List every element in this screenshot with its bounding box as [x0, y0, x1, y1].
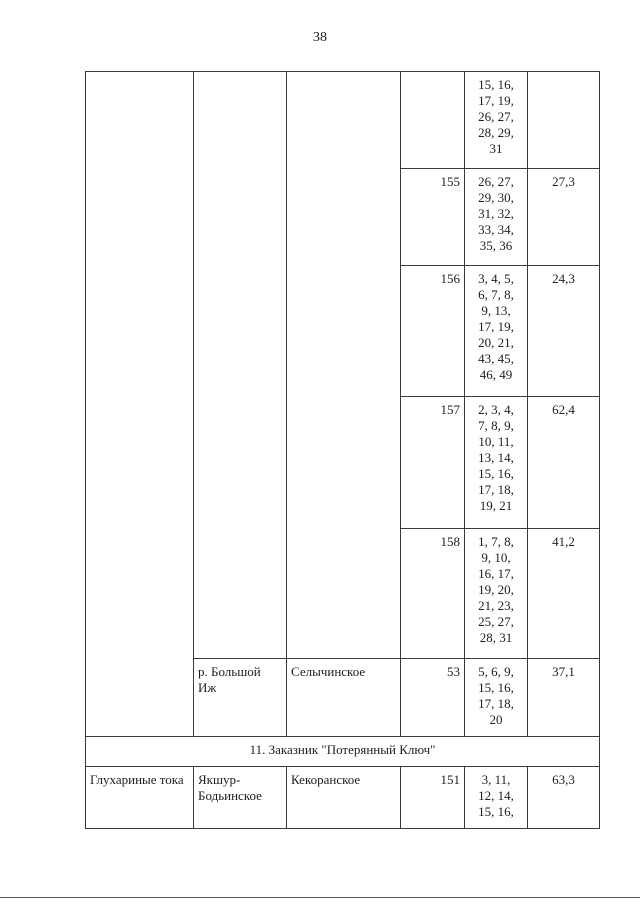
parts-line: 15, 16, [478, 77, 514, 92]
parts-line: 15, 16, [478, 680, 514, 695]
area-cell: 63,3 [528, 767, 600, 829]
parts-cell [465, 529, 528, 659]
parts-line: 28, 31 [479, 630, 513, 645]
parts-line: 21, 23, [478, 598, 514, 613]
parts-cell [465, 266, 528, 397]
parts-line: 13, 14, [478, 450, 514, 465]
page-bottom-rule [0, 897, 640, 898]
site-cell: Якшур-Бодьинское [194, 767, 287, 829]
object-cell: Глухариные тока [86, 767, 194, 829]
parts-cell [465, 397, 528, 529]
area-cell: 24,3 [528, 266, 600, 397]
parts-line: 12, 14, [478, 788, 514, 803]
page-number: 38 [313, 30, 327, 45]
parts-cell [465, 72, 528, 169]
parts-line: 46, 49 [479, 367, 513, 382]
quarter-number-cell: 155 [401, 169, 465, 266]
forestry-cell: Селычинское [287, 659, 401, 737]
parts-line: 3, 4, 5, [478, 271, 514, 286]
object-cell-empty [86, 72, 194, 737]
parts-line: 3, 11, [481, 772, 511, 787]
parts-line: 17, 18, [478, 696, 514, 711]
parts-line: 17, 18, [478, 482, 514, 497]
parts-line: 1, 7, 8, [478, 534, 514, 549]
parts-line: 33, 34, [478, 222, 514, 237]
parts-cell [465, 169, 528, 266]
parts-line: 19, 20, [478, 582, 514, 597]
forestry-cell: Кекоранское [287, 767, 401, 829]
table-row [86, 767, 600, 829]
parts-line: 15, 16, [478, 804, 514, 819]
quarter-number-cell [401, 72, 465, 169]
quarter-number-cell: 53 [401, 659, 465, 737]
parts-cell [465, 659, 528, 737]
quarter-number-cell: 151 [401, 767, 465, 829]
parts-line: 5, 6, 9, [478, 664, 514, 679]
parts-line: 19, 21 [479, 498, 513, 513]
parts-line: 28, 29, [478, 125, 514, 140]
parts-cell [465, 767, 528, 829]
parts-line: 10, 11, [478, 434, 514, 449]
parts-line: 29, 30, [478, 190, 514, 205]
section-heading: 11. Заказник "Потерянный Ключ" [86, 737, 600, 767]
quarter-number-cell: 156 [401, 266, 465, 397]
parts-line: 26, 27, [478, 109, 514, 124]
parts-line: 31 [489, 141, 503, 156]
table-row [86, 72, 600, 169]
parts-line: 9, 10, [481, 550, 511, 565]
parts-line: 17, 19, [478, 319, 514, 334]
reserve-quarters-table [85, 71, 600, 829]
parts-line: 31, 32, [478, 206, 514, 221]
parts-line: 2, 3, 4, [478, 402, 514, 417]
quarter-number-cell: 157 [401, 397, 465, 529]
parts-line: 43, 45, [478, 351, 514, 366]
forestry-cell-empty [287, 72, 401, 659]
parts-line: 20, 21, [478, 335, 514, 350]
parts-line: 26, 27, [478, 174, 514, 189]
site-cell-empty [194, 72, 287, 659]
quarter-number-cell: 158 [401, 529, 465, 659]
section-heading-row [86, 737, 600, 767]
area-cell: 41,2 [528, 529, 600, 659]
parts-line: 25, 27, [478, 614, 514, 629]
parts-line: 16, 17, [478, 566, 514, 581]
parts-line: 7, 8, 9, [478, 418, 514, 433]
parts-line: 20 [489, 712, 503, 727]
area-cell: 37,1 [528, 659, 600, 737]
area-cell: 27,3 [528, 169, 600, 266]
parts-line: 15, 16, [478, 466, 514, 481]
area-cell: 62,4 [528, 397, 600, 529]
area-cell [528, 72, 600, 169]
parts-line: 9, 13, [481, 303, 511, 318]
site-cell: р. Большой Иж [194, 659, 287, 737]
parts-line: 17, 19, [478, 93, 514, 108]
parts-line: 35, 36 [479, 238, 513, 253]
parts-line: 6, 7, 8, [478, 287, 514, 302]
